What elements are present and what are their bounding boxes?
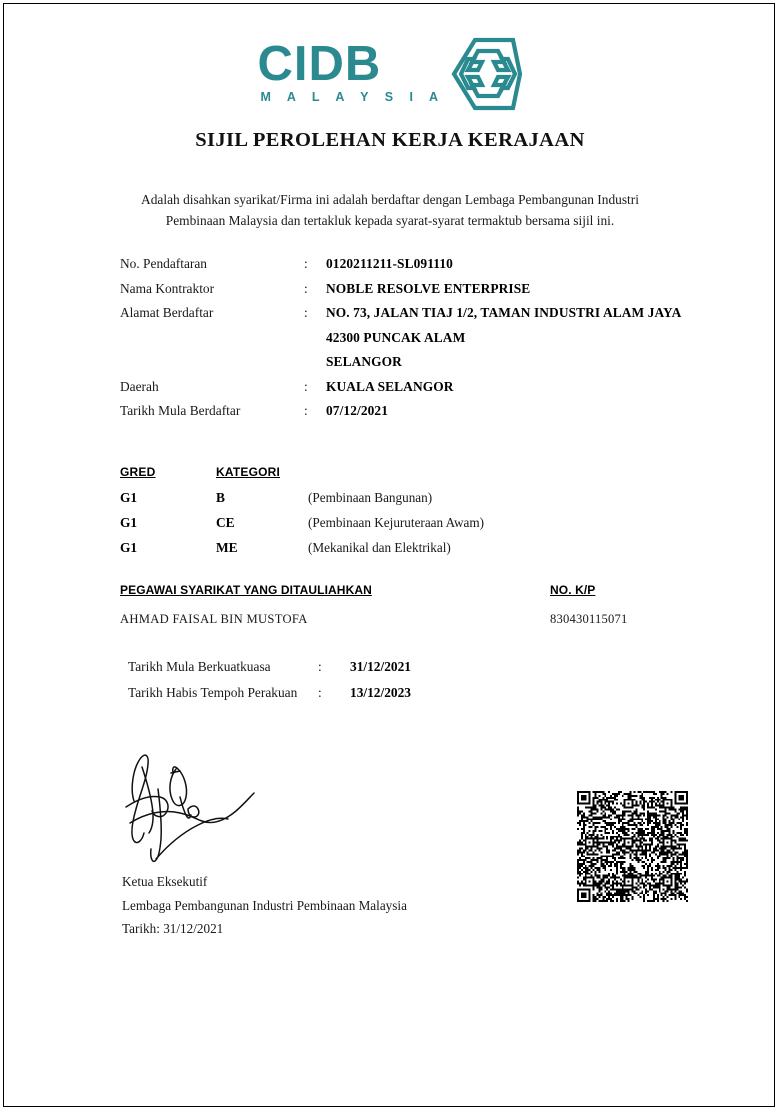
detail-value: NO. 73, JALAN TIAJ 1/2, TAMAN INDUSTRI ALAM JAYA: [326, 305, 682, 320]
detail-value: NOBLE RESOLVE ENTERPRISE: [326, 280, 531, 296]
grade-value: G1: [120, 490, 138, 505]
table-row: [120, 515, 720, 540]
validity-value: 13/12/2023: [350, 685, 412, 700]
grade-value: G1: [120, 539, 138, 555]
handwritten-signature-icon: [116, 749, 296, 874]
detail-colon: :: [304, 378, 308, 394]
category-code: ME: [216, 539, 238, 555]
intro-paragraph: Adalah disahkan syarikat/Firma ini adalah berdaftar dengan Lembaga Pembangunan Industri Pembinaan Malaysia dan tertakluk kepada syarat-syarat termaktub bersama sijil ini.: [141, 192, 639, 228]
grade-category-table: [120, 465, 720, 564]
detail-row: [120, 330, 720, 355]
detail-row: [120, 305, 720, 330]
ic-header-label: NO. K/P: [550, 583, 596, 597]
column-header-gred: GRED: [120, 465, 156, 479]
table-row: [120, 490, 720, 515]
column-header-kategori: KATEGORI: [216, 465, 281, 479]
detail-colon: :: [304, 305, 308, 320]
registration-details: [120, 256, 720, 428]
signatory-organisation: Lembaga Pembangunan Industri Pembinaan Malaysia: [122, 897, 407, 913]
validity-row: [128, 685, 628, 711]
detail-label: Nama Kontraktor: [120, 280, 215, 296]
cidb-logo: [4, 37, 776, 111]
logo-wordmark: CIDB: [257, 37, 382, 91]
validity-label: Tarikh Mula Berkuatkuasa: [128, 659, 271, 674]
qr-code-icon: [577, 791, 688, 902]
validity-value: 31/12/2021: [350, 659, 412, 674]
detail-label: Daerah: [120, 378, 159, 394]
detail-row: [120, 403, 720, 428]
detail-value: 07/12/2021: [326, 403, 389, 418]
page-title: SIJIL PEROLEHAN KERJA KERAJAAN: [195, 129, 585, 151]
detail-label: Tarikh Mula Berdaftar: [120, 403, 241, 418]
detail-value: 42300 PUNCAK ALAM: [326, 329, 466, 345]
validity-colon: :: [318, 685, 322, 700]
detail-value: SELANGOR: [326, 354, 402, 369]
detail-row: [120, 281, 720, 306]
detail-colon: :: [304, 403, 308, 418]
category-description: (Pembinaan Kejuruteraan Awam): [308, 514, 485, 530]
category-description: (Pembinaan Bangunan): [308, 490, 433, 505]
signature-block: [122, 870, 622, 941]
detail-colon: :: [304, 256, 308, 271]
grade-value: G1: [120, 514, 138, 530]
validity-row: [128, 659, 628, 685]
officer-ic-number: 830430115071: [550, 612, 628, 626]
signatory-title: Ketua Eksekutif: [122, 874, 208, 889]
certificate-page: [3, 3, 775, 1107]
detail-value: KUALA SELANGOR: [326, 378, 454, 394]
signature-date: Tarikh: 31/12/2021: [122, 921, 224, 936]
detail-value: 0120211211-SL091110: [326, 256, 453, 271]
validity-colon: :: [318, 659, 322, 674]
category-description: (Mekanikal dan Elektrikal): [308, 539, 451, 555]
validity-dates: [128, 659, 628, 711]
grade-table-header: [120, 465, 720, 490]
logo-subtext: M A L A Y S I A: [260, 90, 445, 104]
cidb-hexagon-h-logo-icon: [451, 37, 523, 111]
officer-name: AHMAD FAISAL BIN MUSTOFA: [120, 612, 308, 626]
detail-row: [120, 354, 720, 379]
qr-code: [577, 791, 688, 902]
validity-label: Tarikh Habis Tempoh Perakuan: [128, 685, 298, 700]
detail-label: No. Pendaftaran: [120, 256, 208, 271]
detail-label: Alamat Berdaftar: [120, 305, 214, 320]
category-code: B: [216, 490, 225, 505]
officer-header-label: PEGAWAI SYARIKAT YANG DITAULIAHKAN: [120, 583, 372, 597]
table-row: [120, 540, 720, 565]
category-code: CE: [216, 514, 235, 530]
officer-section-header: [120, 583, 720, 597]
officer-row: [120, 612, 720, 627]
detail-row: [120, 256, 720, 281]
detail-row: [120, 379, 720, 404]
detail-colon: :: [304, 280, 308, 296]
